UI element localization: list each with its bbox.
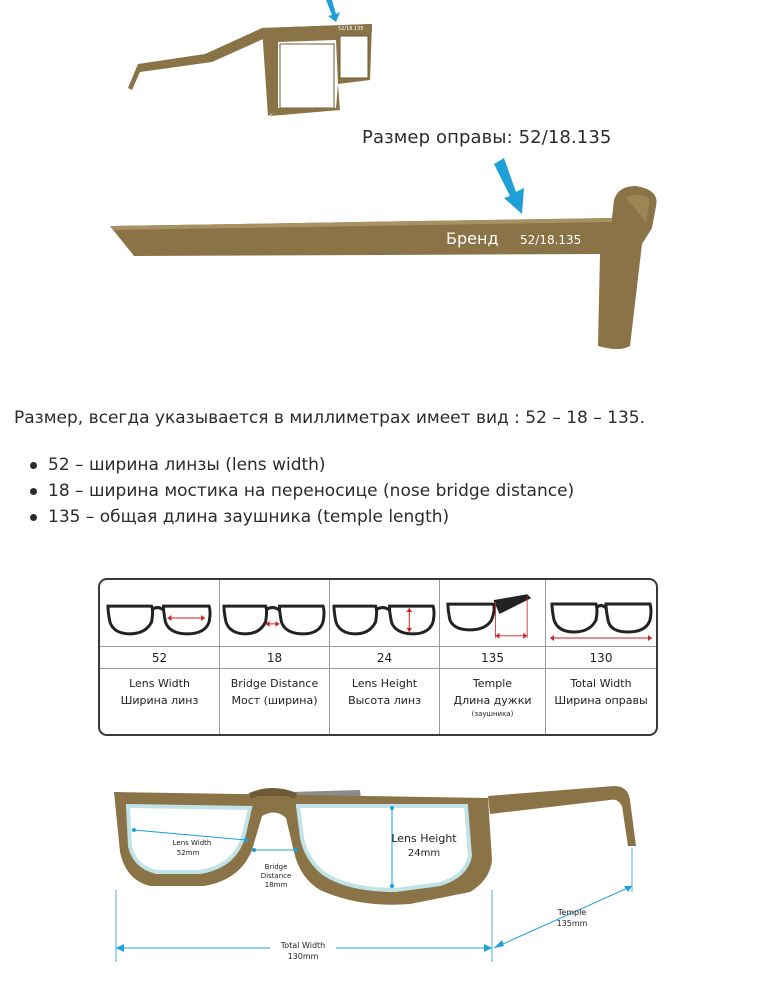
list-item: 135 – общая длина заушника (temple length)	[28, 506, 574, 532]
table-value: 52	[100, 646, 219, 669]
small-frame-drawing	[128, 24, 372, 116]
size-bullet-list	[28, 454, 574, 532]
table-label-en: Total Width	[570, 677, 632, 690]
table-label-ru: Длина дужки	[453, 694, 532, 707]
list-item: 18 – ширина мостика на переносице (nose bridge distance)	[28, 480, 574, 506]
bridge-label: Bridge	[264, 863, 288, 871]
temple-brand: Бренд	[446, 229, 499, 248]
table-label-note: (заушника)	[471, 710, 514, 718]
table-label-en: Lens Width	[129, 677, 190, 690]
temple-drawing	[110, 186, 657, 349]
temple-value: 135mm	[556, 919, 588, 928]
total-width-value: 130mm	[287, 952, 319, 961]
small-frame-marking: 52/18.135	[338, 26, 364, 32]
temple-size: 52/18.135	[520, 233, 582, 247]
table-value: 135	[440, 646, 545, 669]
top-glasses-illustration	[0, 0, 768, 380]
lens-width-glasses-icon	[100, 588, 219, 644]
bridge-distance-glasses-icon	[220, 588, 329, 644]
table-value: 130	[546, 646, 656, 669]
table-label-ru: Ширина оправы	[554, 694, 648, 707]
temple-arrow-icon	[494, 158, 524, 214]
table-label-en: Lens Height	[351, 677, 418, 690]
lens-width-label: Lens Width	[172, 839, 212, 847]
table-value: 18	[220, 646, 329, 669]
total-width-glasses-icon	[546, 588, 656, 644]
table-value: 24	[330, 646, 439, 669]
measurement-table	[98, 578, 658, 736]
table-column-lens-height	[330, 580, 440, 734]
temple-label: Temple	[557, 908, 587, 917]
bottom-glasses-diagram	[0, 770, 768, 1000]
lens-width-value: 52mm	[176, 849, 200, 857]
frame-size-label: Размер оправы: 52/18.135	[362, 127, 612, 148]
temple-glasses-icon	[440, 588, 545, 644]
table-label-ru: Ширина линз	[120, 694, 199, 707]
table-label-ru: Мост (ширина)	[231, 694, 318, 707]
table-column-lens-width	[100, 580, 220, 734]
bridge-value: 18mm	[264, 881, 288, 889]
temple-arm-drawing	[488, 786, 636, 846]
table-label-ru: Высота линз	[348, 694, 421, 707]
table-column-total-width	[546, 580, 656, 734]
table-label-en: Temple	[472, 677, 513, 690]
table-column-bridge-distance	[220, 580, 330, 734]
lens-height-glasses-icon	[330, 588, 439, 644]
total-width-label: Total Width	[280, 941, 326, 950]
size-intro-text: Размер, всегда указывается в миллиметрах имеет вид : 52 – 18 – 135.	[14, 408, 646, 428]
bridge-label-2: Distance	[260, 872, 292, 880]
table-column-temple	[440, 580, 546, 734]
table-label-en: Bridge Distance	[230, 677, 319, 690]
small-arrow-icon	[326, 0, 340, 22]
list-item: 52 – ширина линзы (lens width)	[28, 454, 574, 480]
lens-height-value: 24mm	[407, 848, 441, 859]
lens-height-label: Lens Height	[391, 832, 457, 845]
